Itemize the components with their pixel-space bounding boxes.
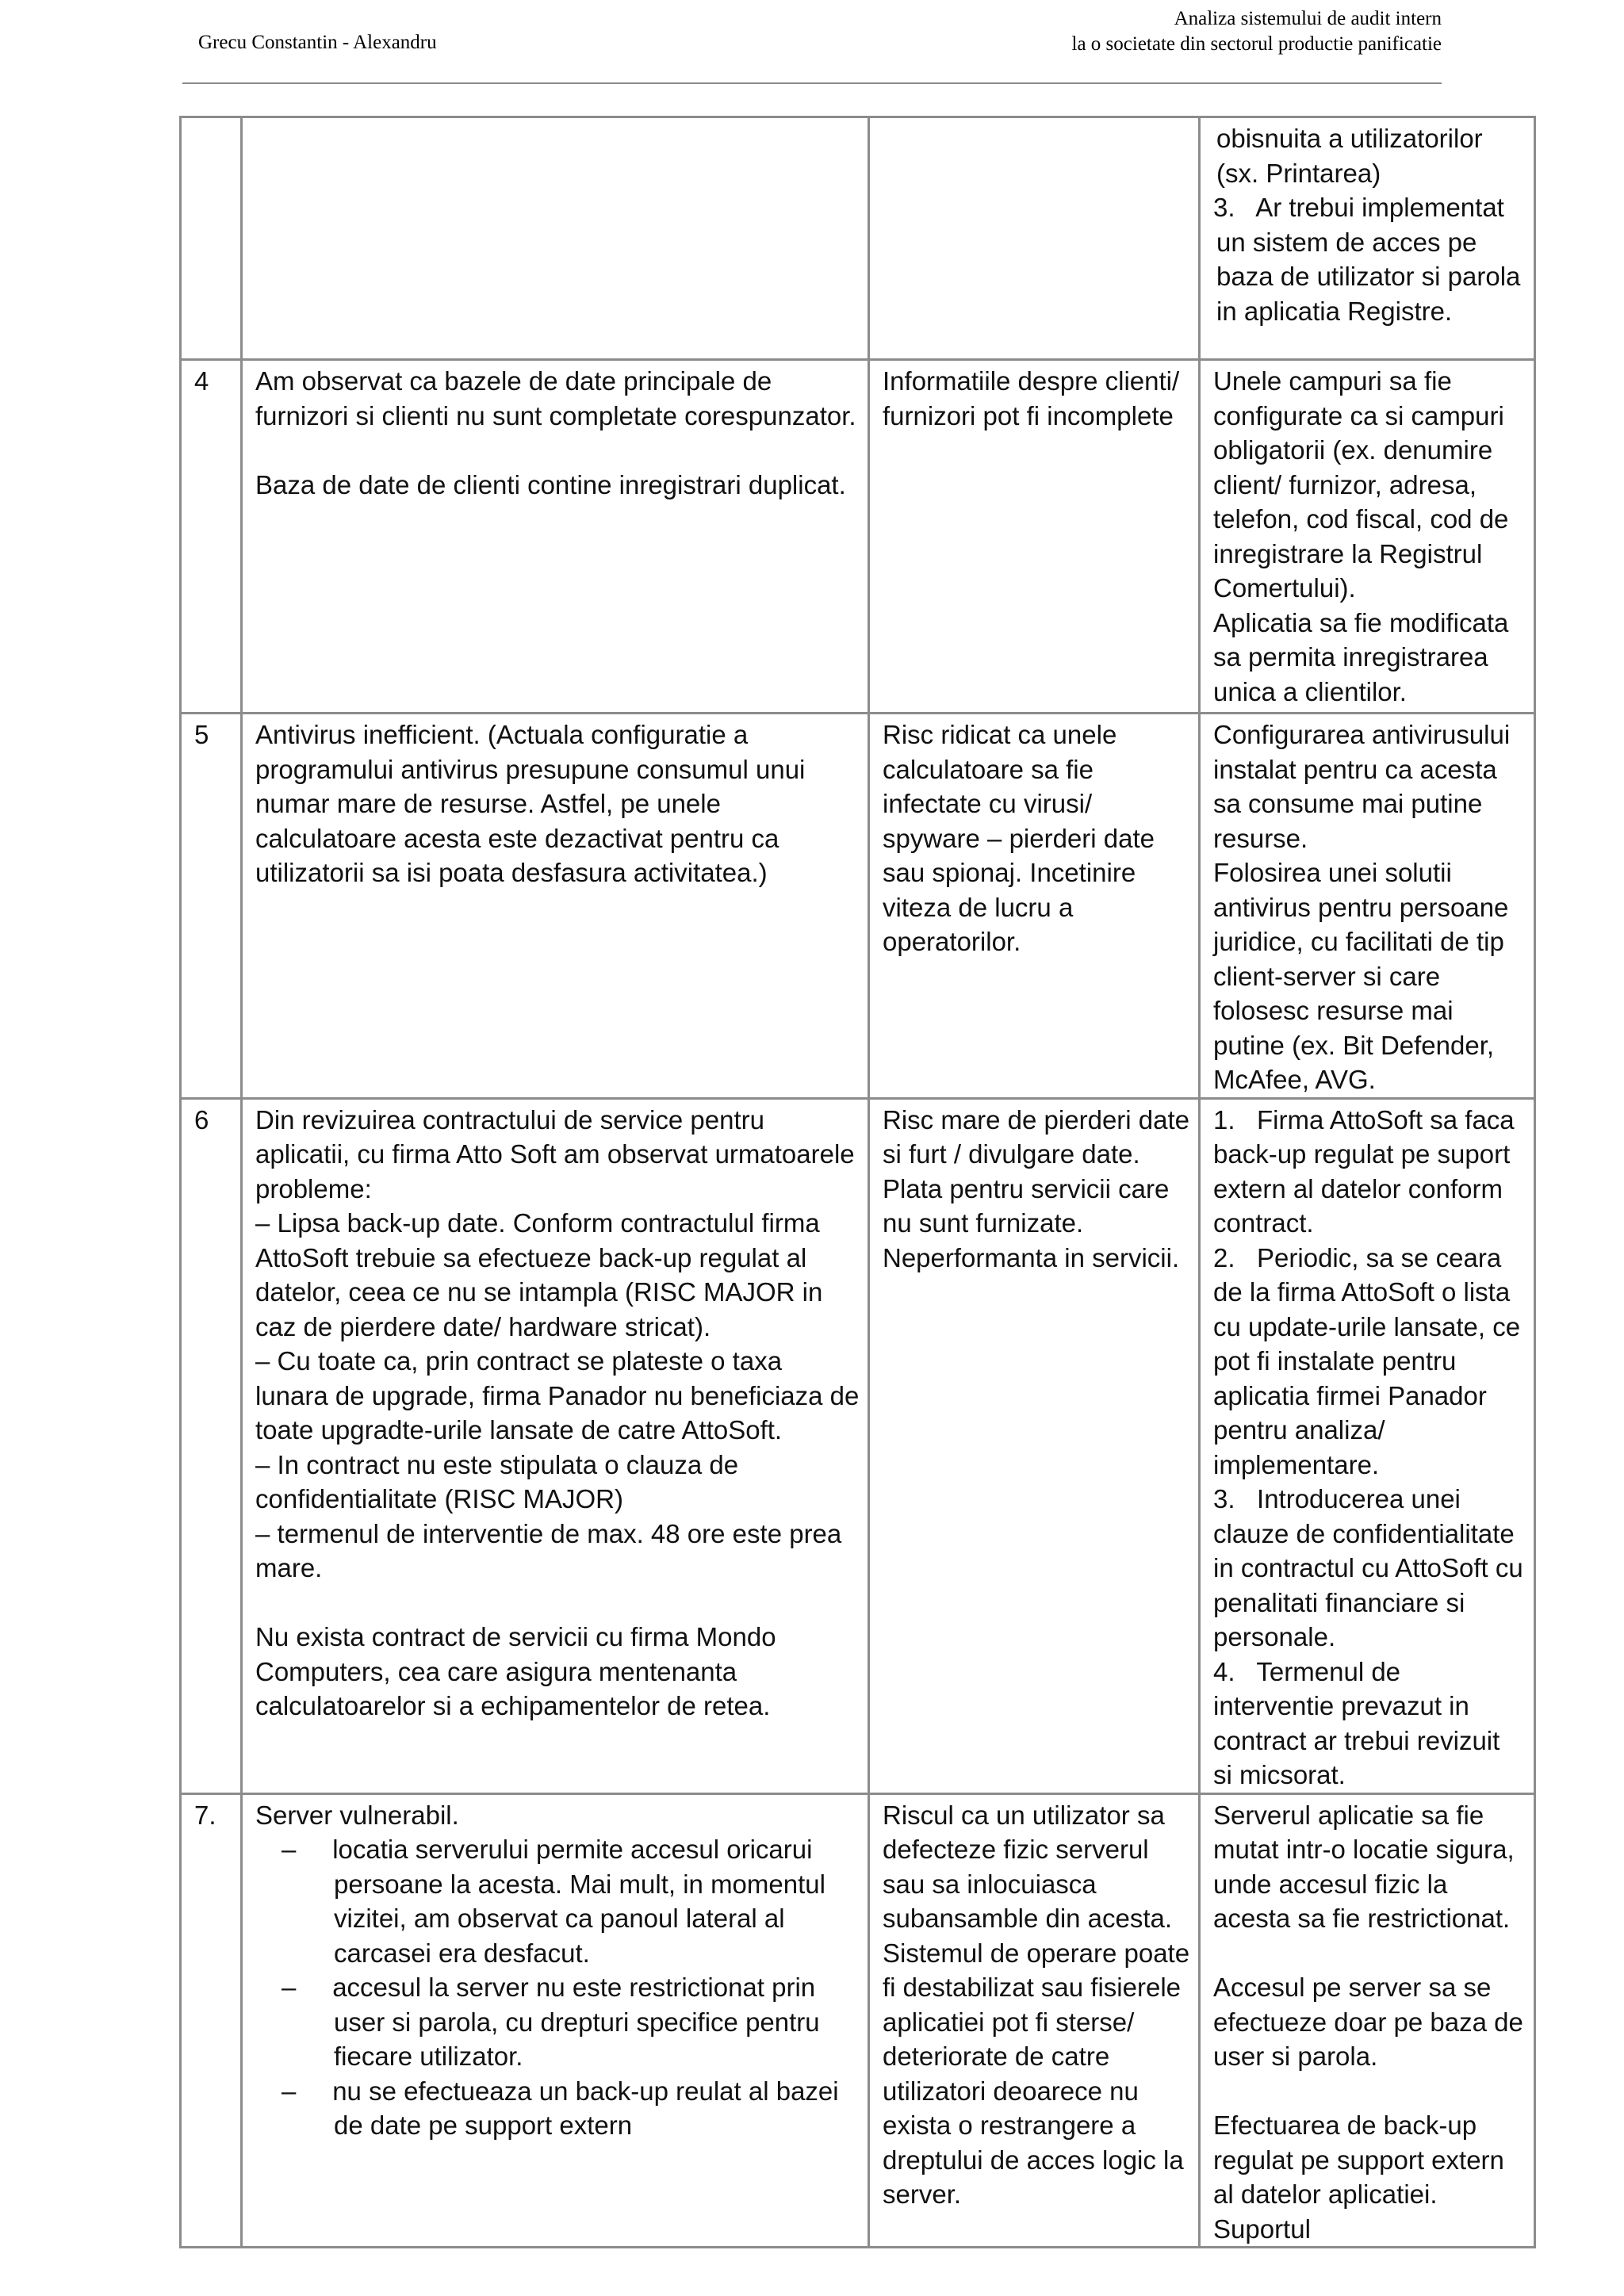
text-line: un sistem de acces pe bbox=[1216, 227, 1477, 257]
text-para: Antivirus inefficient. (Actuala configuratie a programului antivirus presupune consumul unui numar mare de resurse. Astfel, pe unele calculatoare acesta este dezactivat pentru ca utilizatorii sa isi poata desfasura activitatea.) bbox=[255, 720, 806, 887]
spacer bbox=[255, 1586, 860, 1621]
text-para: Baza de date de clienti contine inregistrari duplicat. bbox=[255, 469, 846, 499]
table-row bbox=[181, 360, 1535, 714]
text-line: (sx. Printarea) bbox=[1216, 158, 1381, 188]
list-item: – Cu toate ca, prin contract se plateste o taxa lunara de upgrade, firma Panador nu beneficiaza de toate upgradte-urile lansate de catre AttoSoft. bbox=[255, 1346, 860, 1445]
cell-risc bbox=[869, 1098, 1200, 1793]
text-para: Risc ridicat ca unele calculatoare sa fie infectate cu virusi/ spyware – pierderi date sau spionaj. Incetinire viteza de lucru a operatorilor. bbox=[883, 720, 1155, 956]
table-row bbox=[181, 714, 1535, 1099]
cell-nr: 4 bbox=[181, 360, 242, 714]
cell-risc bbox=[869, 117, 1200, 360]
numbered-item: 3. Introducerea unei clauze de confidentialitate in contractul cu AttoSoft cu penalitati financiare si personale. bbox=[1213, 1484, 1530, 1651]
cell-recomandare bbox=[1200, 117, 1535, 360]
text-para: Din revizuirea contractului de service pentru aplicatii, cu firma Atto Soft am observat urmatoarele probleme: bbox=[255, 1104, 855, 1203]
cell-observatie bbox=[242, 117, 869, 360]
header-title-line-2: la o societate din sectorul productie panificatie bbox=[1071, 33, 1442, 55]
list-item: – termenul de interventie de max. 48 ore este prea mare. bbox=[255, 1518, 842, 1582]
text-para: Accesul pe server sa se efectueze doar pe baza de user si parola. bbox=[1213, 1973, 1523, 2071]
cell-observatie bbox=[242, 714, 869, 1099]
cell-recomandare bbox=[1200, 1793, 1535, 2248]
text-para: Plata pentru servicii care nu sunt furnizate. bbox=[883, 1173, 1170, 1238]
spacer bbox=[1213, 2074, 1526, 2109]
text-para: Efectuarea de back-up regulat pe support extern al datelor aplicatiei. Suportul bbox=[1213, 2110, 1504, 2244]
cell-nr bbox=[181, 117, 242, 360]
text-para: Folosirea unei solutii antivirus pentru persoane juridice, cu facilitati de tip client-server si care folosesc resurse mai putine (ex. Bit Defender, McAfee, AVG. bbox=[1213, 858, 1509, 1094]
list-item: – Lipsa back-up date. Conform contractulul firma AttoSoft trebuie sa efectueze back-up regulat al datelor, ceea ce nu se intampla (RISC MAJOR in caz de pierdere date/ hardware stricat). bbox=[255, 1208, 823, 1341]
text-line: baza de utilizator si parola bbox=[1216, 262, 1521, 291]
text-para: Nu exista contract de servicii cu firma Mondo Computers, cea care asigura mentenanta calculatoarelor si a echipamentelor de retea. bbox=[255, 1622, 776, 1720]
audit-findings-table bbox=[179, 116, 1536, 2248]
header-title-line-1: Analiza sistemului de audit intern bbox=[1174, 8, 1442, 29]
list-item: – accesul la server nu este restrictionat prin user si parola, cu drepturi specifice pentru fiecare utilizator. bbox=[282, 1973, 827, 2071]
text-para: Risc mare de pierderi date si furt / divulgare date. bbox=[883, 1104, 1190, 1169]
text-line: in aplicatia Registre. bbox=[1216, 296, 1453, 326]
spacer bbox=[1213, 1936, 1526, 1971]
cell-recomandare bbox=[1200, 714, 1535, 1099]
list-item: – In contract nu este stipulata o clauza de confidentialitate (RISC MAJOR) bbox=[255, 1449, 739, 1513]
numbered-item: 2. Periodic, sa se ceara de la firma AttoSoft o lista cu update-urile lansate, ce pot fi instalate pentru aplicatia firmei Panador pentru analiza/ implementare. bbox=[1213, 1242, 1528, 1479]
text-para: Riscul ca un utilizator sa defecteze fizic serverul sau sa inlocuiasca subansamble din acesta. Sistemul de operare poate fi destabilizat sau fisierele aplicatiei pot fi sterse/ deteriorate de catre utilizatori deoarece nu exista o restrangere a dreptului de acces logic la server. bbox=[883, 1800, 1190, 2209]
table-row bbox=[181, 1793, 1535, 2248]
cell-risc bbox=[869, 1793, 1200, 2248]
text-para: Aplicatia sa fie modificata sa permita inregistrarea unica a clientilor. bbox=[1213, 607, 1509, 706]
numbered-item: 4. Termenul de interventie prevazut in contract ar trebui revizuit si micsorat. bbox=[1213, 1656, 1507, 1789]
cell-recomandare bbox=[1200, 1098, 1535, 1793]
text-line: obisnuita a utilizatorilor bbox=[1216, 124, 1483, 153]
text-para: Informatiile despre clienti/ furnizori pot fi incomplete bbox=[883, 366, 1180, 430]
cell-nr: 5 bbox=[181, 714, 242, 1099]
table-row bbox=[181, 1098, 1535, 1793]
text-para: Am observat ca bazele de date principale de furnizori si clienti nu sunt completate corespunzator. bbox=[255, 366, 856, 430]
cell-observatie bbox=[242, 360, 869, 714]
cell-nr: 7. bbox=[181, 1793, 242, 2248]
cell-nr: 6 bbox=[181, 1098, 242, 1793]
list-item: – nu se efectueaza un back-up reulat al bazei de date pe support extern bbox=[282, 2076, 846, 2140]
text-para: Configurarea antivirusului instalat pentru ca acesta sa consume mai putine resurse. bbox=[1213, 720, 1511, 853]
text-para: Unele campuri sa fie configurate ca si campuri obligatorii (ex. denumire client/ furnizor, adresa, telefon, cod fiscal, cod de inregistrare la Registrul Comertului). bbox=[1213, 366, 1509, 603]
text-para: Server vulnerabil. bbox=[255, 1800, 459, 1830]
cell-risc bbox=[869, 360, 1200, 714]
cell-recomandare bbox=[1200, 360, 1535, 714]
header-author: Grecu Constantin - Alexandru bbox=[198, 32, 437, 53]
table-row bbox=[181, 117, 1535, 360]
cell-risc bbox=[869, 714, 1200, 1099]
text-para: Neperformanta in servicii. bbox=[883, 1242, 1180, 1272]
header-rule bbox=[182, 82, 1442, 84]
spacer bbox=[255, 433, 860, 468]
text-line: 3. Ar trebui implementat bbox=[1213, 193, 1504, 222]
cell-observatie bbox=[242, 1793, 869, 2248]
cell-observatie bbox=[242, 1098, 869, 1793]
text-para: Serverul aplicatie sa fie mutat intr-o locatie sigura, unde accesul fizic la acesta sa fie restrictionat. bbox=[1213, 1800, 1515, 1933]
list-item: – locatia serverului permite accesul oricarui persoane la acesta. Mai mult, in momentul vizitei, am observat ca panoul lateral al carcasei era desfacut. bbox=[282, 1835, 833, 1968]
numbered-item: 1. Firma AttoSoft sa faca back-up regulat pe suport extern al datelor conform contract. bbox=[1213, 1104, 1522, 1238]
header-title bbox=[887, 6, 1442, 57]
